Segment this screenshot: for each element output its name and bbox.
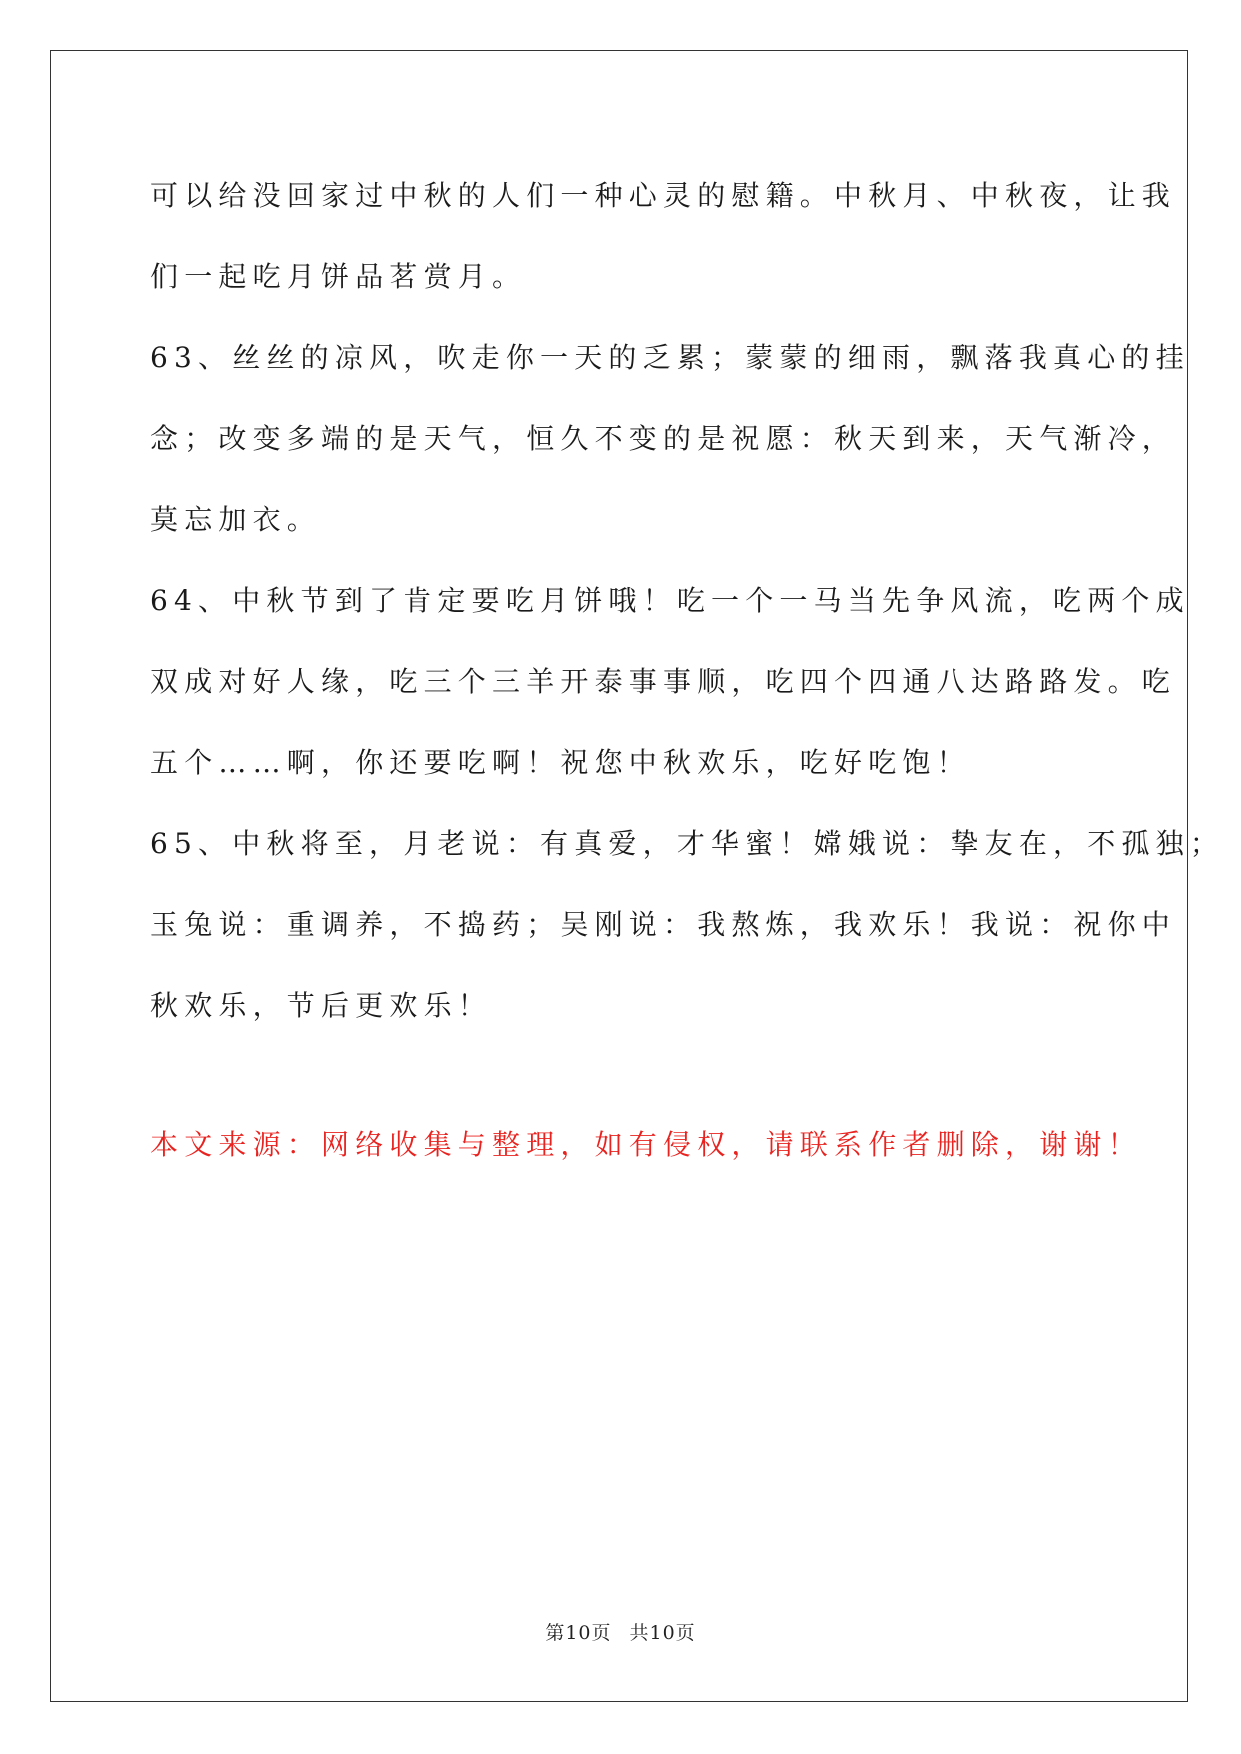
total-pages-label: 共10页 [629,1622,696,1644]
current-page-label: 第10页 [545,1622,612,1644]
text-line: 念；改变多端的是天气，恒久不变的是祝愿：秋天到来，天气渐冷， [150,422,1177,455]
page-footer [0,1618,1241,1645]
text-line: 秋欢乐，节后更欢乐！ [150,989,493,1022]
text-line: 莫忘加衣。 [150,503,322,536]
text-line: 63、丝丝的凉风，吹走你一天的乏累；蒙蒙的细雨，飘落我真心的挂 [150,341,1190,374]
text-line: 64、中秋节到了肯定要吃月饼哦！吃一个一马当先争风流，吃两个成 [150,584,1190,617]
text-line: 玉兔说：重调养，不捣药；吴刚说：我熬炼，我欢乐！我说：祝你中 [150,908,1177,941]
text-line: 可以给没回家过中秋的人们一种心灵的慰籍。中秋月、中秋夜，让我 [150,179,1177,212]
source-note: 本文来源：网络收集与整理，如有侵权，请联系作者删除，谢谢！ [150,1128,1142,1161]
text-line: 65、中秋将至，月老说：有真爱，才华蜜！嫦娥说：挚友在，不孤独； [150,827,1225,860]
document-body [150,155,1225,1046]
text-line: 五个……啊，你还要吃啊！祝您中秋欢乐，吃好吃饱！ [150,746,971,779]
text-line: 双成对好人缘，吃三个三羊开泰事事顺，吃四个四通八达路路发。吃 [150,665,1177,698]
text-line: 们一起吃月饼品茗赏月。 [150,260,527,293]
